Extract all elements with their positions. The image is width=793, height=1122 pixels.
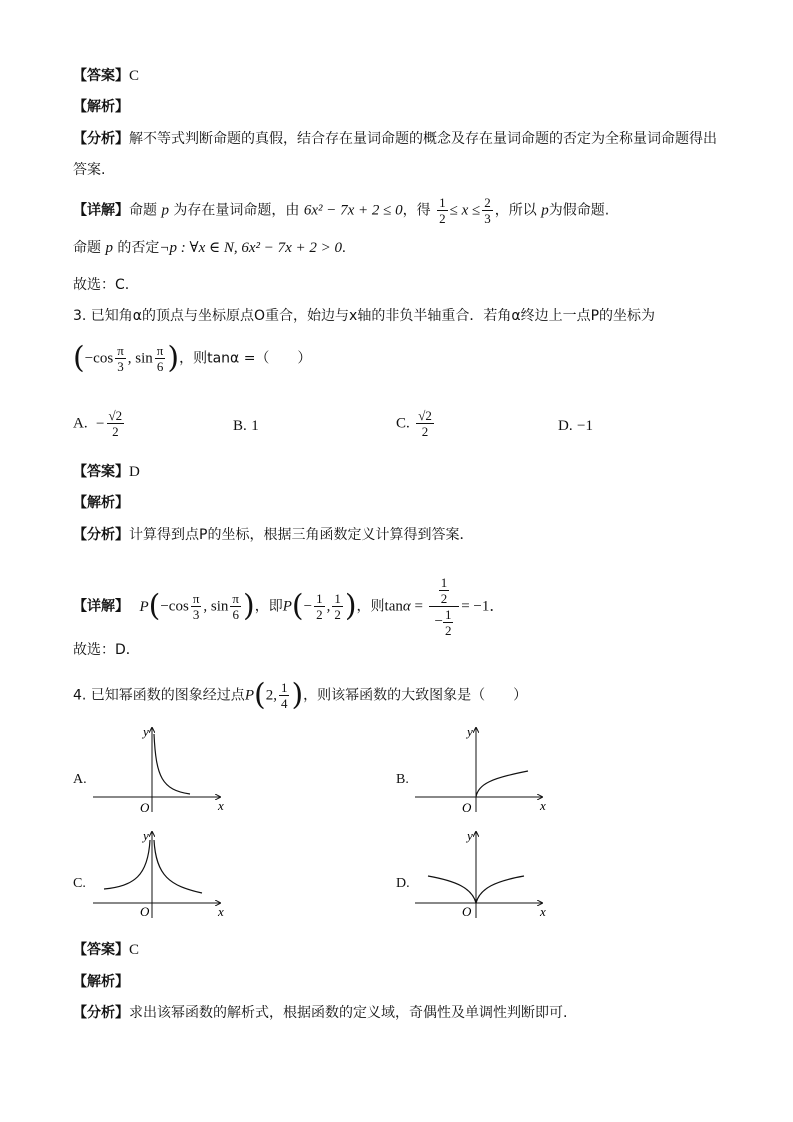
y-label: y — [467, 828, 473, 843]
stem-a: 4. 已知幂函数的图象经过点 — [73, 687, 245, 704]
origin-label: O — [140, 800, 150, 814]
xiangjie-mid: ，即 — [254, 598, 283, 615]
stem-tail: ，则tanα =（ ） — [179, 350, 312, 367]
graph-d[interactable] — [412, 826, 552, 918]
xiangjie-text-5: 为假命题. — [548, 202, 610, 219]
origin-label: O — [140, 904, 150, 918]
fenxi-text: 解不等式判断命题的真假，结合存在量词命题的概念及存在量词命题的否定为全称量词命题得出 — [129, 131, 717, 147]
x-label: x — [218, 904, 224, 918]
xiangjie-tag: 【详解】 — [73, 598, 129, 615]
q3-stem-line2: (−cos $\frac{\pi}{3}$ , sin $\frac{\pi}{6}$ )，则tanα =（ ） — [73, 340, 312, 376]
q3-option-d[interactable] — [558, 416, 593, 436]
fraction-pi-3: $\frac{\pi}{3}$ — [117, 343, 124, 374]
q3-xiangjie-line: 【详解】 P(−cos $\frac{\pi}{3}$ , sin $\frac{\pi}{6}$ )，即P(− $\frac{1}{2}$ , $\frac{1}{2}$ )，则tanα = $\frac{1}{2}$ − $\frac{1}{2}$ = −1． — [73, 575, 505, 638]
curve — [476, 771, 528, 797]
answer-tag: 【答案】 — [73, 68, 129, 84]
q4-stem-line: 4. 已知幂函数的图象经过点P(2, $\frac{1}{4}$ )，则该幂函数的大致图象是（ ） — [73, 677, 528, 713]
y-label: y — [143, 724, 149, 739]
option-letter: A. — [73, 415, 88, 432]
q4-answer-line — [73, 940, 139, 960]
fenxi-text: 求出该幂函数的解析式，根据函数的定义域，奇偶性及单调性判断即可. — [129, 1005, 568, 1021]
xiangjie-tag: 【详解】 — [73, 202, 129, 219]
q2-fenxi-line1 — [73, 129, 717, 149]
curve-left — [104, 840, 150, 889]
option-a-value: $\frac{√2}{2}$ — [108, 408, 123, 439]
q2-xiangjie-line: 【详解】命题 p 为存在量词命题，由 6x² − 7x + 2 ≤ 0，得 $\frac{1}{2}$ ≤ x ≤ $\frac{2}{3}$ ，所以 p为假命题. — [73, 195, 610, 226]
var-p: p — [161, 202, 169, 219]
negation-text: 命题 — [73, 240, 101, 256]
q3-fenxi-line — [73, 525, 473, 545]
analysis-tag: 【解析】 — [73, 974, 129, 990]
answer-value: D — [129, 464, 140, 480]
q3-option-c[interactable] — [396, 408, 436, 439]
graph-a[interactable] — [90, 722, 230, 814]
xiangjie-text: 命题 — [129, 202, 157, 219]
answer-tag: 【答案】 — [73, 464, 129, 480]
q3-analysis-heading — [73, 493, 129, 513]
var-p-3: p — [105, 240, 113, 256]
analysis-tag: 【解析】 — [73, 99, 129, 115]
graph-c[interactable] — [90, 826, 230, 918]
xiangjie-text-2: 为存在量词命题，由 — [173, 202, 300, 219]
fenxi-text: 计算得到点P的坐标，根据三角函数定义计算得到答案． — [129, 527, 474, 543]
curve-right — [154, 840, 202, 893]
inequality: 6x² − 7x + 2 ≤ 0 — [303, 202, 403, 219]
option-letter: C. — [396, 415, 410, 432]
q4-fenxi-line — [73, 1003, 567, 1023]
q3-choice: 故选：D． — [73, 642, 140, 658]
x-label: x — [540, 904, 546, 918]
graph-b[interactable] — [412, 722, 552, 814]
fenxi-tag: 【分析】 — [73, 527, 129, 543]
nested-fraction: $\frac{1}{2}$ − $\frac{1}{2}$ — [429, 575, 460, 638]
fenxi-tag: 【分析】 — [73, 131, 129, 147]
q3-stem-line1: 3. 已知角α的顶点与坐标原点O重合，始边与x轴的非负半轴重合．若角α终边上一点P的坐标为 — [73, 308, 656, 324]
option-b-value: 1 — [251, 418, 259, 434]
origin-label: O — [462, 904, 472, 918]
curve — [154, 734, 190, 794]
curve-right — [476, 876, 524, 903]
q4-analysis-heading — [73, 972, 129, 992]
var-p-2: p — [541, 202, 549, 219]
q2-choice: 故选：C. — [73, 277, 130, 293]
answer-value: C — [129, 68, 140, 84]
q3-option-a[interactable]: A. − $\frac{√2}{2}$ — [73, 408, 123, 439]
q3-answer-line — [73, 462, 140, 482]
fraction-half: $\frac{1}{2}$ — [439, 195, 446, 226]
q4-option-b-letter[interactable]: B. — [396, 772, 409, 787]
analysis-tag: 【解析】 — [73, 495, 129, 511]
paren-left: ( — [73, 340, 85, 376]
option-letter: B. — [233, 418, 247, 434]
origin-label: O — [462, 800, 472, 814]
stem-b: ，则该幂函数的大致图象是（ ） — [303, 687, 528, 704]
y-label: y — [143, 828, 149, 843]
q2-negation-line — [73, 238, 346, 258]
negation-end: . — [342, 240, 346, 256]
q3-option-b[interactable] — [233, 416, 259, 436]
y-label: y — [467, 724, 473, 739]
q2-fenxi-line2: 答案. — [73, 162, 106, 178]
xiangjie-result: = −1． — [461, 598, 505, 615]
q4-option-d-letter[interactable]: D. — [396, 876, 410, 891]
answer-tag: 【答案】 — [73, 942, 129, 958]
paren-right: ) — [167, 340, 180, 376]
option-c-value: $\frac{√2}{2}$ — [418, 408, 432, 439]
fraction-two-thirds: $\frac{2}{3}$ — [484, 195, 491, 226]
q2-answer-line — [73, 66, 139, 86]
fraction-pi-6: $\frac{\pi}{6}$ — [156, 343, 164, 374]
option-d-value: −1 — [577, 418, 594, 434]
fenxi-tag: 【分析】 — [73, 1005, 129, 1021]
xiangjie-then: ，则 — [356, 598, 385, 615]
q2-analysis-heading — [73, 97, 129, 117]
answer-value: C — [129, 942, 140, 958]
x-label: x — [218, 798, 224, 813]
curve-left — [428, 876, 476, 903]
xiangjie-text-4: ，所以 — [494, 202, 537, 219]
x-label: x — [540, 798, 546, 813]
q4-option-a-letter[interactable]: A. — [73, 772, 87, 787]
negation-text-2: 的否定 — [117, 240, 160, 256]
xiangjie-text-3: ，得 — [402, 202, 431, 219]
option-letter: D. — [558, 418, 573, 434]
negation-expr: ¬p : ∀x ∈ N, 6x² − 7x + 2 > 0 — [159, 240, 343, 256]
q4-option-c-letter[interactable]: C. — [73, 876, 86, 891]
